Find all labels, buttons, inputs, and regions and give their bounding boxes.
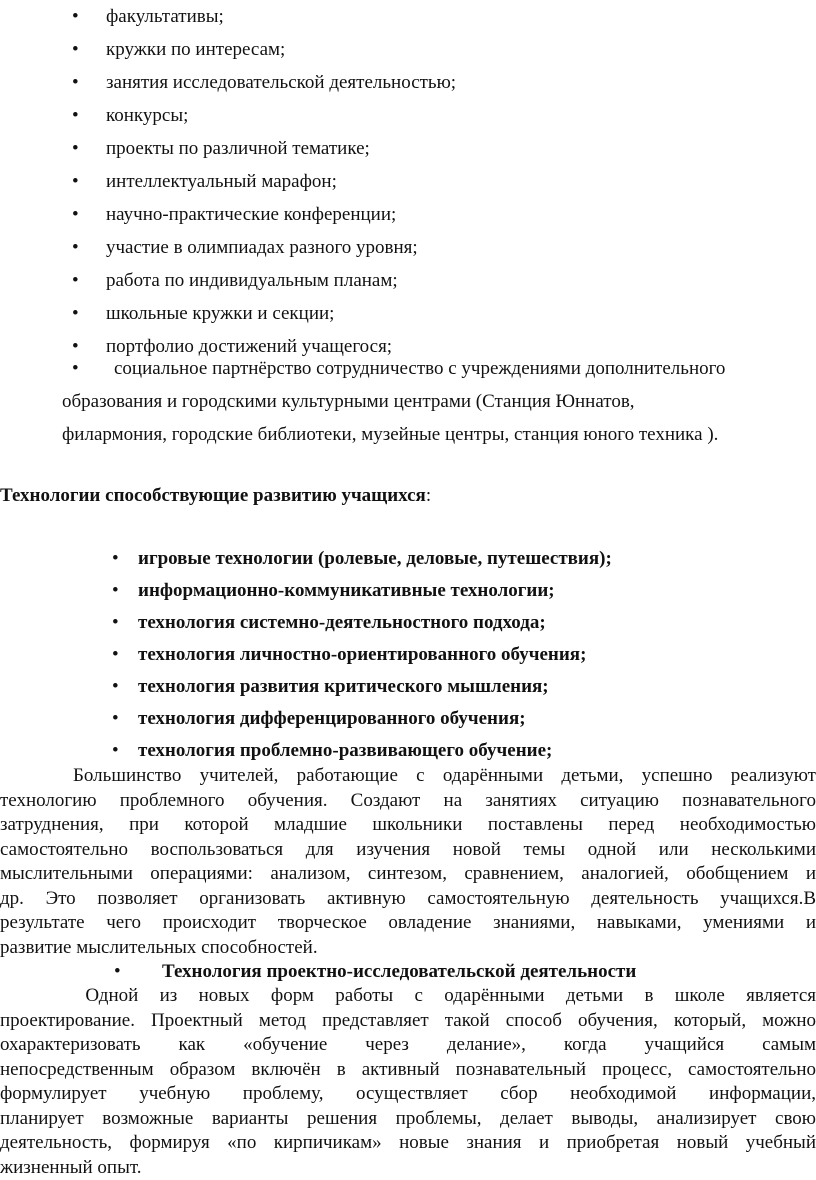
- list-item: • школьные кружки и секции;: [0, 297, 816, 330]
- partnership-line-2: образования и городскими культурными центрами (Станция Юннатов,: [62, 391, 635, 412]
- paragraph-project-method: Одной из новых форм работы с одарёнными детьми в школе является проектирование. Проектный метод представляет такой способ обучения, который, можно охарактеризовать как «обучение через делание», когда учащийся самым непосредственным образом включён в активный познавательный процесс, самостоятельно формулирует учебную проблему, осуществляет сбор необходимой информации, планирует возможные варианты решения проблемы, делает выводы, анализирует свою деятельность, формируя «по кирпичикам» новые знания и приобретая новый учебный жизненный опыт.: [0, 985, 816, 1178]
- bullet-icon: •: [112, 580, 119, 601]
- list-item: • участие в олимпиадах разного уровня;: [0, 231, 816, 264]
- list-item: • игровые технологии (ролевые, деловые, путешествия);: [0, 543, 816, 575]
- bullet-icon: •: [72, 204, 79, 225]
- bullet-icon: •: [112, 644, 119, 665]
- paragraph-problem-learning: Большинство учителей, работающие с одарёнными детьми, успешно реализуют технологию проблемного обучения. Создают на занятиях ситуацию познавательного затруднения, при которой младшие школьники поставлены перед необходимостью самостоятельно воспользоваться для изучения новой темы одной или несколькими мыслительными операциями: анализом, синтезом, сравнением, аналогией, обобщением и др. Это позволяет организовать активную самостоятельную деятельность учащихся.В результате чего происходит творческое овладение знаниями, навыками, умениями и развитие мыслительных способностей.: [0, 765, 816, 958]
- bullet-icon: •: [114, 961, 121, 982]
- bullet-icon: •: [112, 676, 119, 697]
- bullet-icon: •: [72, 237, 79, 258]
- bullet-icon: •: [112, 548, 119, 569]
- list-item: • технология личностно-ориентированного обучения;: [0, 639, 816, 671]
- bullet-icon: •: [72, 303, 79, 324]
- list-item: • портфолио достижений учащегося;: [0, 330, 816, 363]
- list-item: • кружки по интересам;: [0, 33, 816, 66]
- list-item: • факультативы;: [0, 0, 816, 33]
- bullet-icon: •: [112, 612, 119, 633]
- list-item: • технология системно-деятельностного подхода;: [0, 607, 816, 639]
- bullet-icon: •: [72, 358, 79, 379]
- list-item: • информационно-коммуникативные технологии;: [0, 575, 816, 607]
- bullet-icon: •: [72, 336, 79, 357]
- list-item: • проекты по различной тематике;: [0, 132, 816, 165]
- document-page: • факультативы; • кружки по интересам; • занятия исследовательской деятельностью; • конкурсы; • проекты по различной тематике; • интеллектуальный марафон; • научно-практические конференции; • участие в олимпиадах разного уровня; • работа по индивидуальным планам; • школьные кружки и секции; • портфолио достижений учащегося; • социальное партнёрство сотрудничество с учреждениями дополнительного образования и городскими культурными центрами (Станция Юннатов, филармония, городские библиотеки, музейные центры, станция юного техника ). Технологии способствующие развитию учащихся: • игровые технологии (ролевые, деловые, путешествия); • информационно-коммуникативные технологии; • технология системно-деятельностного подхода; • технология личностно-ориентированного обучения; • технология развития критического мышления; • технология дифференцированного обучения; • технология проблемно-развивающего обучение; Большинство учителей, работающие с одарёнными детьми, успешно реализуют технологию проблемного обучения. Создают на занятиях ситуацию познавательного затруднения, при которой младшие школьники поставлены перед необходимостью самостоятельно воспользоваться для изучения новой темы одной или несколькими мыслительными операциями: анализом, синтезом, сравнением, аналогией, обобщением и др. Это позволяет организовать активную самостоятельную деятельность учащихся.В результате чего происходит творческое овладение знаниями, навыками, умениями и развитие мыслительных способностей. • Технология проектно-исследовательской деятельности Одной из новых форм работы с одарёнными детьми в школе является проектирование. Проектный метод представляет такой способ обучения, который, можно охарактеризовать как «обучение через делание», когда учащийся самым непосредственным образом включён в активный познавательный процесс, самостоятельно формулирует учебную проблему, осуществляет сбор необходимой информации, планирует возможные варианты решения проблемы, делает выводы, анализирует свою деятельность, формируя «по кирпичикам» новые знания и приобретая новый учебный жизненный опыт.: [0, 0, 816, 1180]
- list-item: • интеллектуальный марафон;: [0, 165, 816, 198]
- bullet-icon: •: [72, 105, 79, 126]
- activities-list: [0, 0, 816, 363]
- list-item: • работа по индивидуальным планам;: [0, 264, 816, 297]
- list-item: • занятия исследовательской деятельностью;: [0, 66, 816, 99]
- bullet-icon: •: [72, 6, 79, 27]
- list-item: • научно-практические конференции;: [0, 198, 816, 231]
- bullet-icon: •: [72, 39, 79, 60]
- list-item: • технология дифференцированного обучения;: [0, 703, 816, 735]
- bullet-icon: •: [72, 171, 79, 192]
- list-item: • конкурсы;: [0, 99, 816, 132]
- bullet-icon: •: [72, 270, 79, 291]
- bullet-icon: •: [112, 708, 119, 729]
- bullet-icon: •: [72, 138, 79, 159]
- technologies-list: [0, 543, 816, 767]
- partnership-line-1: социальное партнёрство сотрудничество с учреждениями дополнительного: [114, 358, 726, 379]
- list-item: • технология развития критического мышления;: [0, 671, 816, 703]
- partnership-line-3: филармония, городские библиотеки, музейные центры, станция юного техника ).: [62, 424, 719, 445]
- section-heading: Технологии способствующие развитию учащихся:: [0, 485, 432, 506]
- bullet-icon: •: [72, 72, 79, 93]
- bullet-icon: •: [112, 740, 119, 761]
- list-item: • технология проблемно-развивающего обучение;: [0, 735, 816, 767]
